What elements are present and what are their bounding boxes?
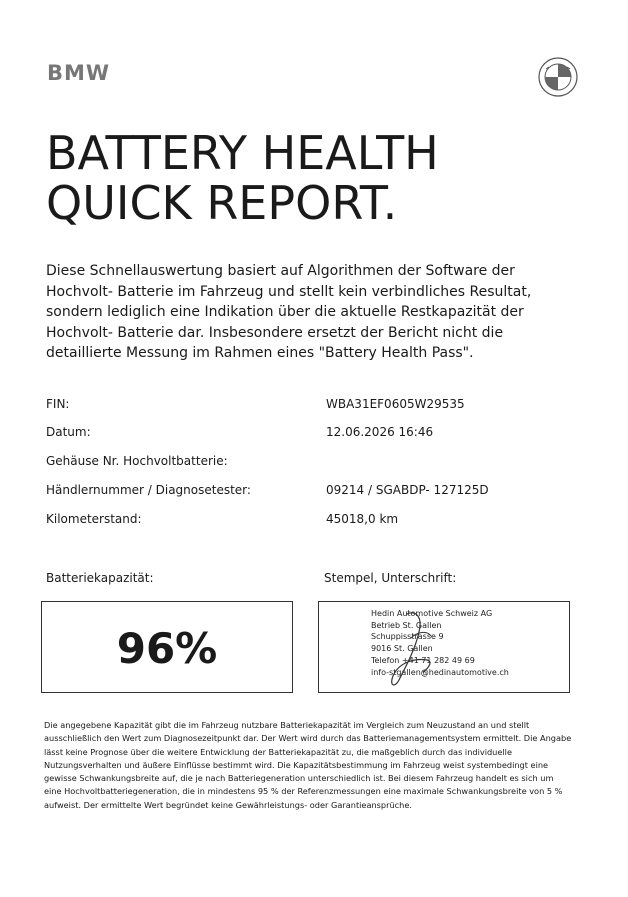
stamp-line-company: Hedin Automotive Schweiz AG [371,609,493,618]
capacity-value: 96% [116,624,218,673]
stamp-line-branch: Betrieb St. Gallen [371,620,442,630]
stamp-line-city: 9016 St. Gallen [371,644,433,654]
page-title [46,128,439,228]
dealer-label: Händlernummer / Diagnosetester: [46,483,251,497]
title-line-2: QUICK REPORT. [46,176,398,230]
fin-value: WBA31EF0605W29535 [326,397,465,411]
stamp-line-email: info-stgallen@hedinautomotive.ch [371,667,509,677]
date-value: 12.06.2026 16:46 [326,425,434,439]
stamp-label: Stempel, Unterschrift: [324,571,457,585]
title-line-1: BATTERY HEALTH [46,126,439,180]
date-label: Datum: [46,425,91,439]
capacity-label: Batteriekapazität: [46,571,154,585]
km-value: 45018,0 km [326,512,399,526]
stamp-box [318,601,570,693]
stamp-line-street: Schuppisstrasse 9 [371,632,444,642]
capacity-box [41,601,293,693]
brand-wordmark: BMW [47,61,111,85]
stamp-line-phone: Telefon +41 71 282 49 69 [371,655,475,665]
handwritten-signature [319,602,569,692]
km-label: Kilometerstand: [46,512,142,526]
disclaimer-footnote: Die angegebene Kapazität gibt die im Fahrzeug nutzbare Batteriekapazität im Vergleich zum Neuzustand an und stellt ausschließlich den Wert zum Diagnosezeitpunkt dar. Der Wert wird durch das Batteriemanagementsystem ermittelt. Die Angabe lässt keine Prognose über die weitere Entwicklung der Batteriekapazität zu, die maßgeblich durch das individuelle Nutzungsverhalten und äußere Einflüsse bestimmt wird. Die Kapazitätsbestimmung im Fahrzeug weist systembedingt eine gewisse Schwankungsbreite auf, die je nach Batteriegeneration unterschiedlich ist. Bei diesem Fahrzeug handelt es sich um eine Hochvoltbatteriegeneration, die in mindestens 95 % der Referenzmessungen eine maximale Schwankungsbreite von 5 % aufweist. Der ermittelte Wert begründet keine Gewährleistungs- oder Garantieansprüche. [44,720,572,810]
intro-paragraph: Diese Schnellauswertung basiert auf Algorithmen der Software der Hochvolt- Batterie im Fahrzeug und stellt kein verbindliches Resultat, sondern lediglich eine Indikation über die aktuelle Restkapazität der Hochvolt- Batterie dar. Insbesondere ersetzt der Bericht nicht die detaillierte Messung im Rahmen eines "Battery Health Pass". [46,263,532,361]
fin-label: FIN: [46,397,70,411]
dealer-value: 09214 / SGABDP- 127125D [326,483,489,497]
housing-label: Gehäuse Nr. Hochvoltbatterie: [46,454,228,468]
bmw-roundel-logo [538,57,578,97]
